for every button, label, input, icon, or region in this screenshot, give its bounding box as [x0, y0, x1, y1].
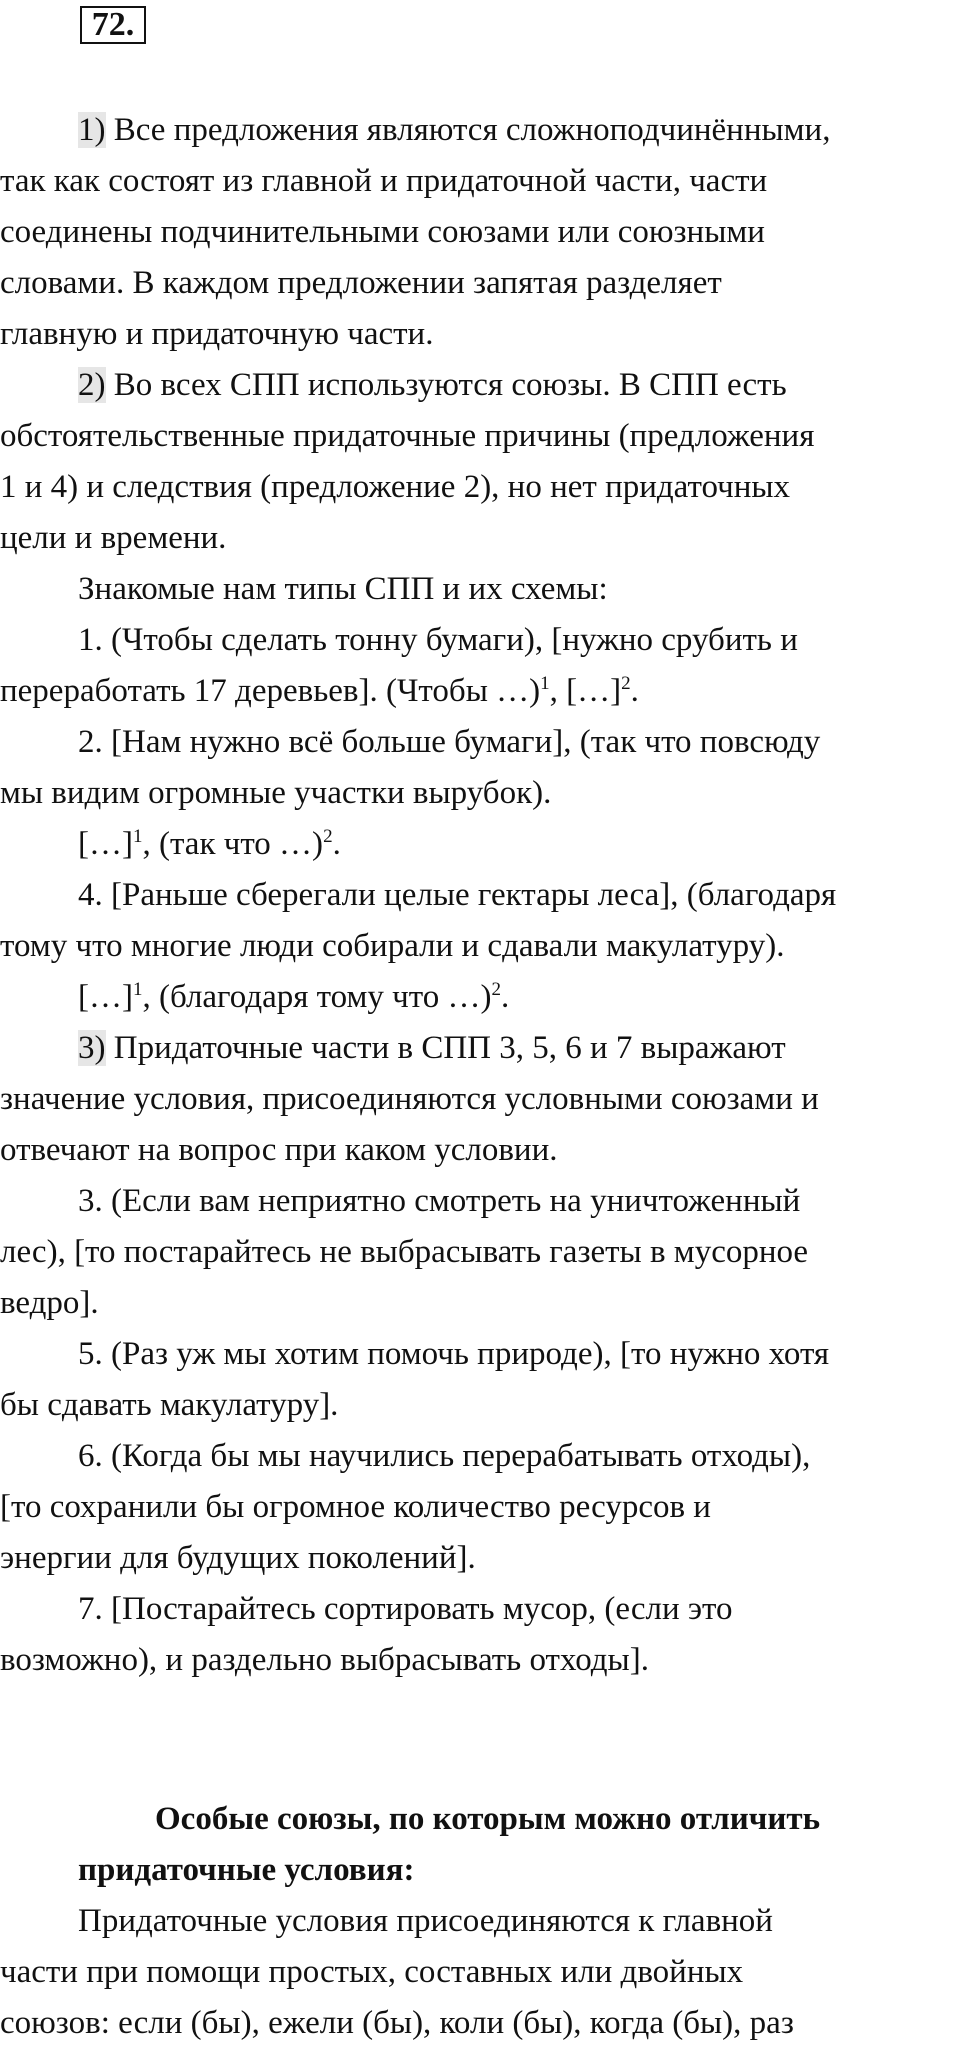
text-line: [то сохранили бы огромное количество ресурсов и	[0, 1489, 711, 1525]
text-line: 6. (Когда бы мы научились перерабатывать отходы),	[78, 1438, 811, 1474]
text-line: 4. [Раньше сберегали целые гектары леса], (благодаря	[78, 877, 837, 913]
task-number-box	[80, 6, 146, 44]
text-line: отвечают на вопрос при каком условии.	[0, 1132, 558, 1168]
text-line: 1. (Чтобы сделать тонну бумаги), [нужно срубить и	[78, 622, 798, 658]
item-marker-3: 3)	[78, 1030, 106, 1066]
text-line: обстоятельственные придаточные причины (предложения	[0, 418, 815, 454]
example-6	[0, 1431, 960, 1584]
text-line: 1 и 4) и следствия (предложение 2), но нет придаточных	[0, 469, 791, 505]
text-line: соединены подчинительными союзами или союзными	[0, 214, 765, 250]
text-line: […]$^1$, (так что …)$^2$.	[78, 826, 341, 862]
text-line: 3) Придаточные части в СПП 3, 5, 6 и 7 выражают	[78, 1030, 786, 1066]
example-4	[0, 870, 960, 972]
example-5	[0, 1329, 960, 1431]
answer-text	[0, 105, 960, 2049]
text-line: союзов: если (бы), ежели (бы), коли (бы), когда (бы), раз	[0, 2005, 794, 2041]
item-marker-2: 2)	[78, 367, 106, 403]
item-marker-1: 1)	[78, 112, 106, 148]
example-7	[0, 1584, 960, 1686]
text-line: 3. (Если вам неприятно смотреть на уничтоженный	[78, 1183, 801, 1219]
scheme-4	[0, 972, 960, 1023]
text-line: мы видим огромные участки вырубок).	[0, 775, 552, 811]
text-line: словами. В каждом предложении запятая разделяет	[0, 265, 722, 301]
scheme-2	[0, 819, 960, 870]
text-line: части при помощи простых, составных или двойных	[0, 1954, 744, 1990]
example-2	[0, 717, 960, 819]
text-line: 2) Во всех СПП используются союзы. В СПП есть	[78, 367, 787, 403]
example-1	[0, 615, 960, 717]
text-line: ведро].	[0, 1285, 99, 1321]
final-paragraph	[0, 1896, 960, 2049]
task-number: 72.	[91, 6, 135, 43]
text-line: бы сдавать макулатуру].	[0, 1387, 339, 1423]
heading-line: придаточные условия:	[78, 1852, 415, 1888]
paragraph-2	[0, 360, 960, 564]
text-line: энергии для будущих поколений].	[0, 1540, 476, 1576]
section-heading	[0, 1794, 960, 1896]
section-spacer	[0, 1686, 960, 1794]
text-line: так как состоят из главной и придаточной части, части	[0, 163, 768, 199]
text-line: лес), [то постарайтесь не выбрасывать газеты в мусорное	[0, 1234, 809, 1270]
text-line: возможно), и раздельно выбрасывать отходы].	[0, 1642, 649, 1678]
text-line: значение условия, присоединяются условными союзами и	[0, 1081, 819, 1117]
heading-line: Особые союзы, по которым можно отличить	[155, 1801, 821, 1837]
text-line: переработать 17 деревьев]. (Чтобы …)$^1$, […]$^2$.	[0, 673, 639, 709]
paragraph-1	[0, 105, 960, 360]
text-line: […]$^1$, (благодаря тому что …)$^2$.	[78, 979, 510, 1015]
types-intro	[0, 564, 960, 615]
text-line: 7. [Постарайтесь сортировать мусор, (если это	[78, 1591, 733, 1627]
text-line: Знакомые нам типы СПП и их схемы:	[78, 571, 608, 607]
text-line: тому что многие люди собирали и сдавали макулатуру).	[0, 928, 785, 964]
text-line: 1) Все предложения являются сложноподчинёнными,	[78, 112, 831, 148]
text-line: цели и времени.	[0, 520, 227, 556]
example-3	[0, 1176, 960, 1329]
paragraph-3	[0, 1023, 960, 1176]
text-line: 5. (Раз уж мы хотим помочь природе), [то нужно хотя	[78, 1336, 830, 1372]
text-line: 2. [Нам нужно всё больше бумаги], (так что повсюду	[78, 724, 821, 760]
text-line: главную и придаточную части.	[0, 316, 434, 352]
text-line: Придаточные условия присоединяются к главной	[78, 1903, 773, 1939]
